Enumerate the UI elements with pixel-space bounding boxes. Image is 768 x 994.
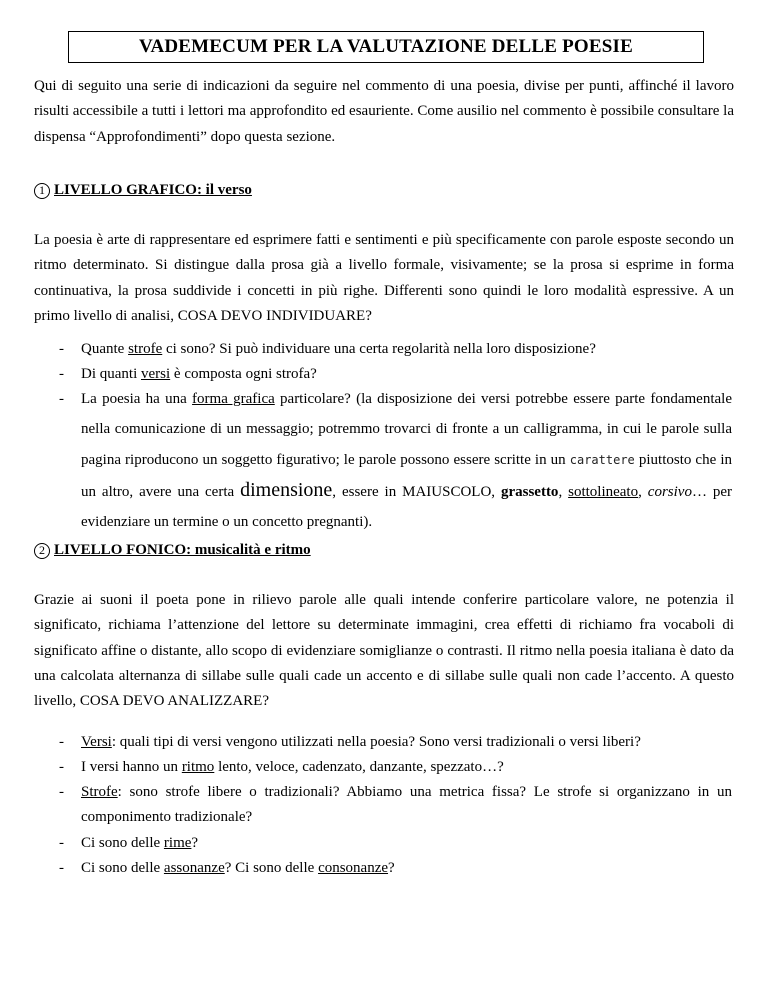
section-1-number: 1 (34, 183, 50, 199)
list-dash: - (59, 759, 64, 775)
underlined-term: assonanze (163, 860, 225, 876)
big-word: dimensione (240, 478, 333, 501)
underlined-word: sottolineato (568, 483, 639, 500)
fancy-font-word: carattere (569, 452, 635, 467)
list-dash: - (59, 734, 64, 750)
list-dash: - (59, 341, 64, 357)
list-dash: - (59, 835, 64, 851)
underlined-term: consonanze (318, 860, 389, 876)
underlined-term: Versi (81, 734, 112, 750)
list-dash: - (59, 860, 64, 876)
list-item-text: Quante strofe ci sono? Si può individuare una certa regolarità nella loro disposizione? (81, 341, 596, 357)
section-2-title: LIVELLO FONICO: musicalità e ritmo (54, 542, 311, 558)
intro-paragraph: Qui di seguito una serie di indicazioni da seguire nel commento di una poesia, divise per punti, affinché il lavoro risulti accessibile a tutti i lettori ma approfondito ed esauriente. Come ausilio nel commento è possibile consultare la dispensa “Approfondimenti” dopo questa sezione. (34, 78, 734, 145)
list-item-text: Di quanti versi è composta ogni strofa? (81, 366, 317, 382)
section-1-heading (34, 182, 252, 199)
list-item-text: Ci sono delle rime? (81, 835, 199, 851)
underlined-term: ritmo (181, 759, 215, 775)
section-2-number: 2 (34, 543, 50, 559)
list-item-text: La poesia ha una forma grafica particolare? (la disposizione dei versi potrebbe essere parte fondamentale nella comunicazione di un messaggio; potremmo trovarci di fronte a un calligramma, in cui le parole sulla pagina riproducono un soggetto figurativo; le parole possono essere scritte in un carattere piuttosto che in un altro, avere una certa dimensione, essere in MAIUSCOLO, grassetto, sottolineato, corsivo… per evidenziare un termine o un concetto pregnanti). (81, 391, 733, 531)
list-dash: - (59, 784, 64, 800)
section-1-paragraph: La poesia è arte di rappresentare ed esprimere fatti e sentimenti e più specificamente con parole esposte secondo un ritmo determinato. Si distingue dalla prosa già a livello formale, visivamente; se la prosa si esprime in forma continuativa, la prosa suddivide i concetti in più righe. Differenti sono quindi le loro modalità espressive. A un primo livello di analisi, COSA DEVO INDIVIDUARE? (34, 232, 734, 324)
italic-word: corsivo (647, 483, 692, 500)
list-dash: - (59, 391, 64, 407)
underlined-term: strofe (128, 341, 163, 357)
list-item-text: Strofe: sono strofe libere o tradizionali? Abbiamo una metrica fissa? Le strofe si organizzano in un componimento tradizionale? (81, 784, 732, 826)
underlined-term: Strofe (81, 784, 118, 800)
bold-word: grassetto (500, 483, 559, 500)
section-1-title: LIVELLO GRAFICO: il verso (54, 182, 252, 198)
underlined-term: forma grafica (192, 391, 275, 407)
underlined-term: versi (141, 366, 171, 382)
list-dash: - (59, 366, 64, 382)
list-item-text: I versi hanno un ritmo lento, veloce, cadenzato, danzante, spezzato…? (81, 759, 504, 775)
page-title: VADEMECUM PER LA VALUTAZIONE DELLE POESIE (68, 31, 704, 63)
section-2-paragraph: Grazie ai suoni il poeta pone in rilievo parole alle quali intende conferire particolare valore, ne potenzia il significato, richiama l’attenzione del lettore su determinate immagini, crea effetti di richiamo fra vocaboli di significato affine o distante, allo scopo di evidenziare somiglianze o contrasti. Il ritmo nella poesia italiana è dato da una calcolata alternanza di sillabe sulle quali cade un accento e di sillabe sulle quali non cade l’accento. A questo livello, COSA DEVO ANALIZZARE? (34, 592, 734, 710)
list-item-text: Versi: quali tipi di versi vengono utilizzati nella poesia? Sono versi tradizionali o versi liberi? (81, 734, 641, 750)
section-2-heading (34, 542, 311, 559)
underlined-term: rime (163, 835, 192, 851)
list-item-text: Ci sono delle assonanze? Ci sono delle consonanze? (81, 860, 395, 876)
